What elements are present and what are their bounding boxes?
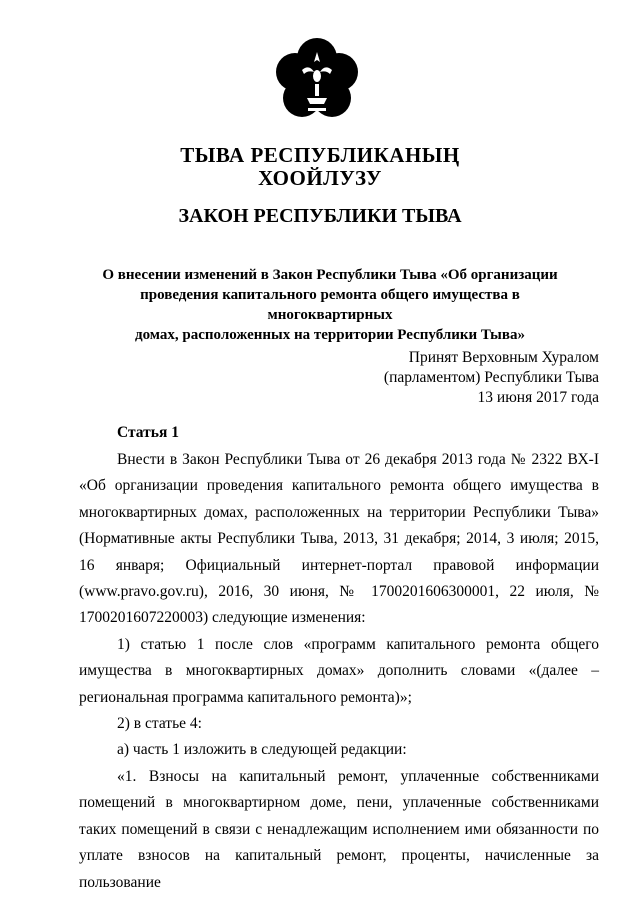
doc-title	[80, 265, 580, 345]
paragraph: 2) в статье 4:	[117, 715, 202, 733]
article-heading: Статья 1	[117, 424, 179, 441]
header-tuvan-line2: ХООЙЛУЗУ	[258, 166, 382, 190]
paragraph: Внести в Закон Республики Тыва от 26 декабря 2013 года № 2322 ВХ-I «Об организации проведения капитального ремонта общего имущества в многоквартирных домах, расположенных на территории Республики Тыва» (Нормативные акты Республики Тыва, 2013, 31 декабря; 2014, 3 июля; 2015, 16 января; Официальный интернет-портал правовой информации (www.pravo.gov.ru), 2016, 30 июня, № 1700201606300001, 22 июля, № 1700201607220003) следующие изменения:	[79, 451, 599, 627]
doc-title-line1: О внесении изменений в Закон Республики Тыва «Об организации	[102, 267, 558, 283]
adoption-line1: Принят Верховным Хуралом	[408, 349, 599, 366]
doc-title-line3: домах, расположенных на территории Республики Тыва»	[135, 327, 525, 343]
paragraph: «1. Взносы на капитальный ремонт, уплаченные собственниками помещений в многоквартирном доме, пени, уплаченные собственниками таких помещений в связи с ненадлежащим исполнением ими обязанности по уплате взносов на капитальный ремонт, проценты, начисленные за пользование	[79, 767, 599, 891]
header-tuvan-line1: ТЫВА РЕСПУБЛИКАНЫҢ	[180, 143, 460, 167]
paragraph: 1) статью 1 после слов «программ капитального ремонта общего имущества в многоквартирных домах» дополнить словами «(далее – региональная программа капитального ремонта)»;	[79, 635, 599, 706]
adoption-line2: (парламентом) Республики Тыва	[383, 369, 599, 386]
header-russian-title: ЗАКОН РЕСПУБЛИКИ ТЫВА	[178, 205, 462, 227]
doc-title-line2: проведения капитального ремонта общего имущества в многоквартирных	[140, 287, 520, 323]
adoption-line3: 13 июня 2017 года	[477, 389, 599, 406]
paragraph: а) часть 1 изложить в следующей редакции:	[117, 741, 407, 759]
article-body	[79, 447, 599, 896]
tuva-coat-of-arms-icon	[274, 38, 360, 124]
adoption-block	[299, 348, 599, 408]
